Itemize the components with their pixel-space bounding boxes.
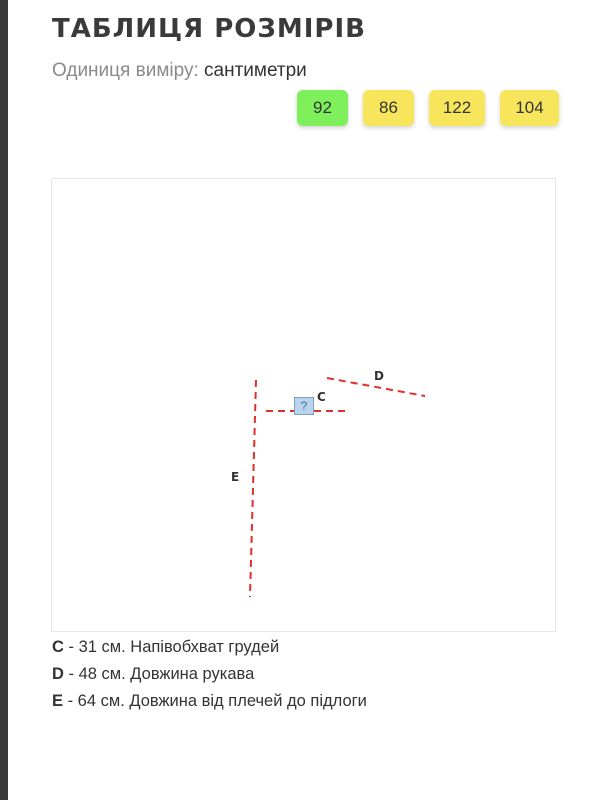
legend-text: - 64 см. Довжина від плечей до підлоги xyxy=(63,692,367,710)
size-selector xyxy=(297,90,559,126)
legend-text: - 48 см. Довжина рукава xyxy=(63,665,255,683)
unit-value: сантиметри xyxy=(204,60,307,81)
size-button-104[interactable]: 104 xyxy=(500,90,559,126)
measurements-legend xyxy=(52,636,367,717)
legend-letter: E xyxy=(52,692,64,710)
legend-item-e xyxy=(52,690,367,717)
size-button-86[interactable]: 86 xyxy=(363,90,414,126)
label-e: E xyxy=(231,470,240,484)
legend-text: - 31 см. Напівобхват грудей xyxy=(63,638,280,656)
left-edge-bar xyxy=(0,0,8,800)
legend-letter: D xyxy=(52,665,64,683)
legend-item-d xyxy=(52,663,367,690)
broken-image-icon: ? xyxy=(294,397,314,415)
size-button-122[interactable]: 122 xyxy=(429,90,485,126)
page-title: ТАБЛИЦЯ РОЗМІРІВ xyxy=(52,14,366,44)
measurement-unit xyxy=(52,60,307,82)
measure-line-e xyxy=(250,380,256,597)
size-diagram xyxy=(51,178,556,632)
unit-label: Одиниця виміру: xyxy=(52,60,199,81)
label-d: D xyxy=(374,369,384,383)
label-c: C xyxy=(317,390,326,404)
legend-item-c xyxy=(52,636,367,663)
size-button-92[interactable]: 92 xyxy=(297,90,348,126)
legend-letter: C xyxy=(52,638,64,656)
